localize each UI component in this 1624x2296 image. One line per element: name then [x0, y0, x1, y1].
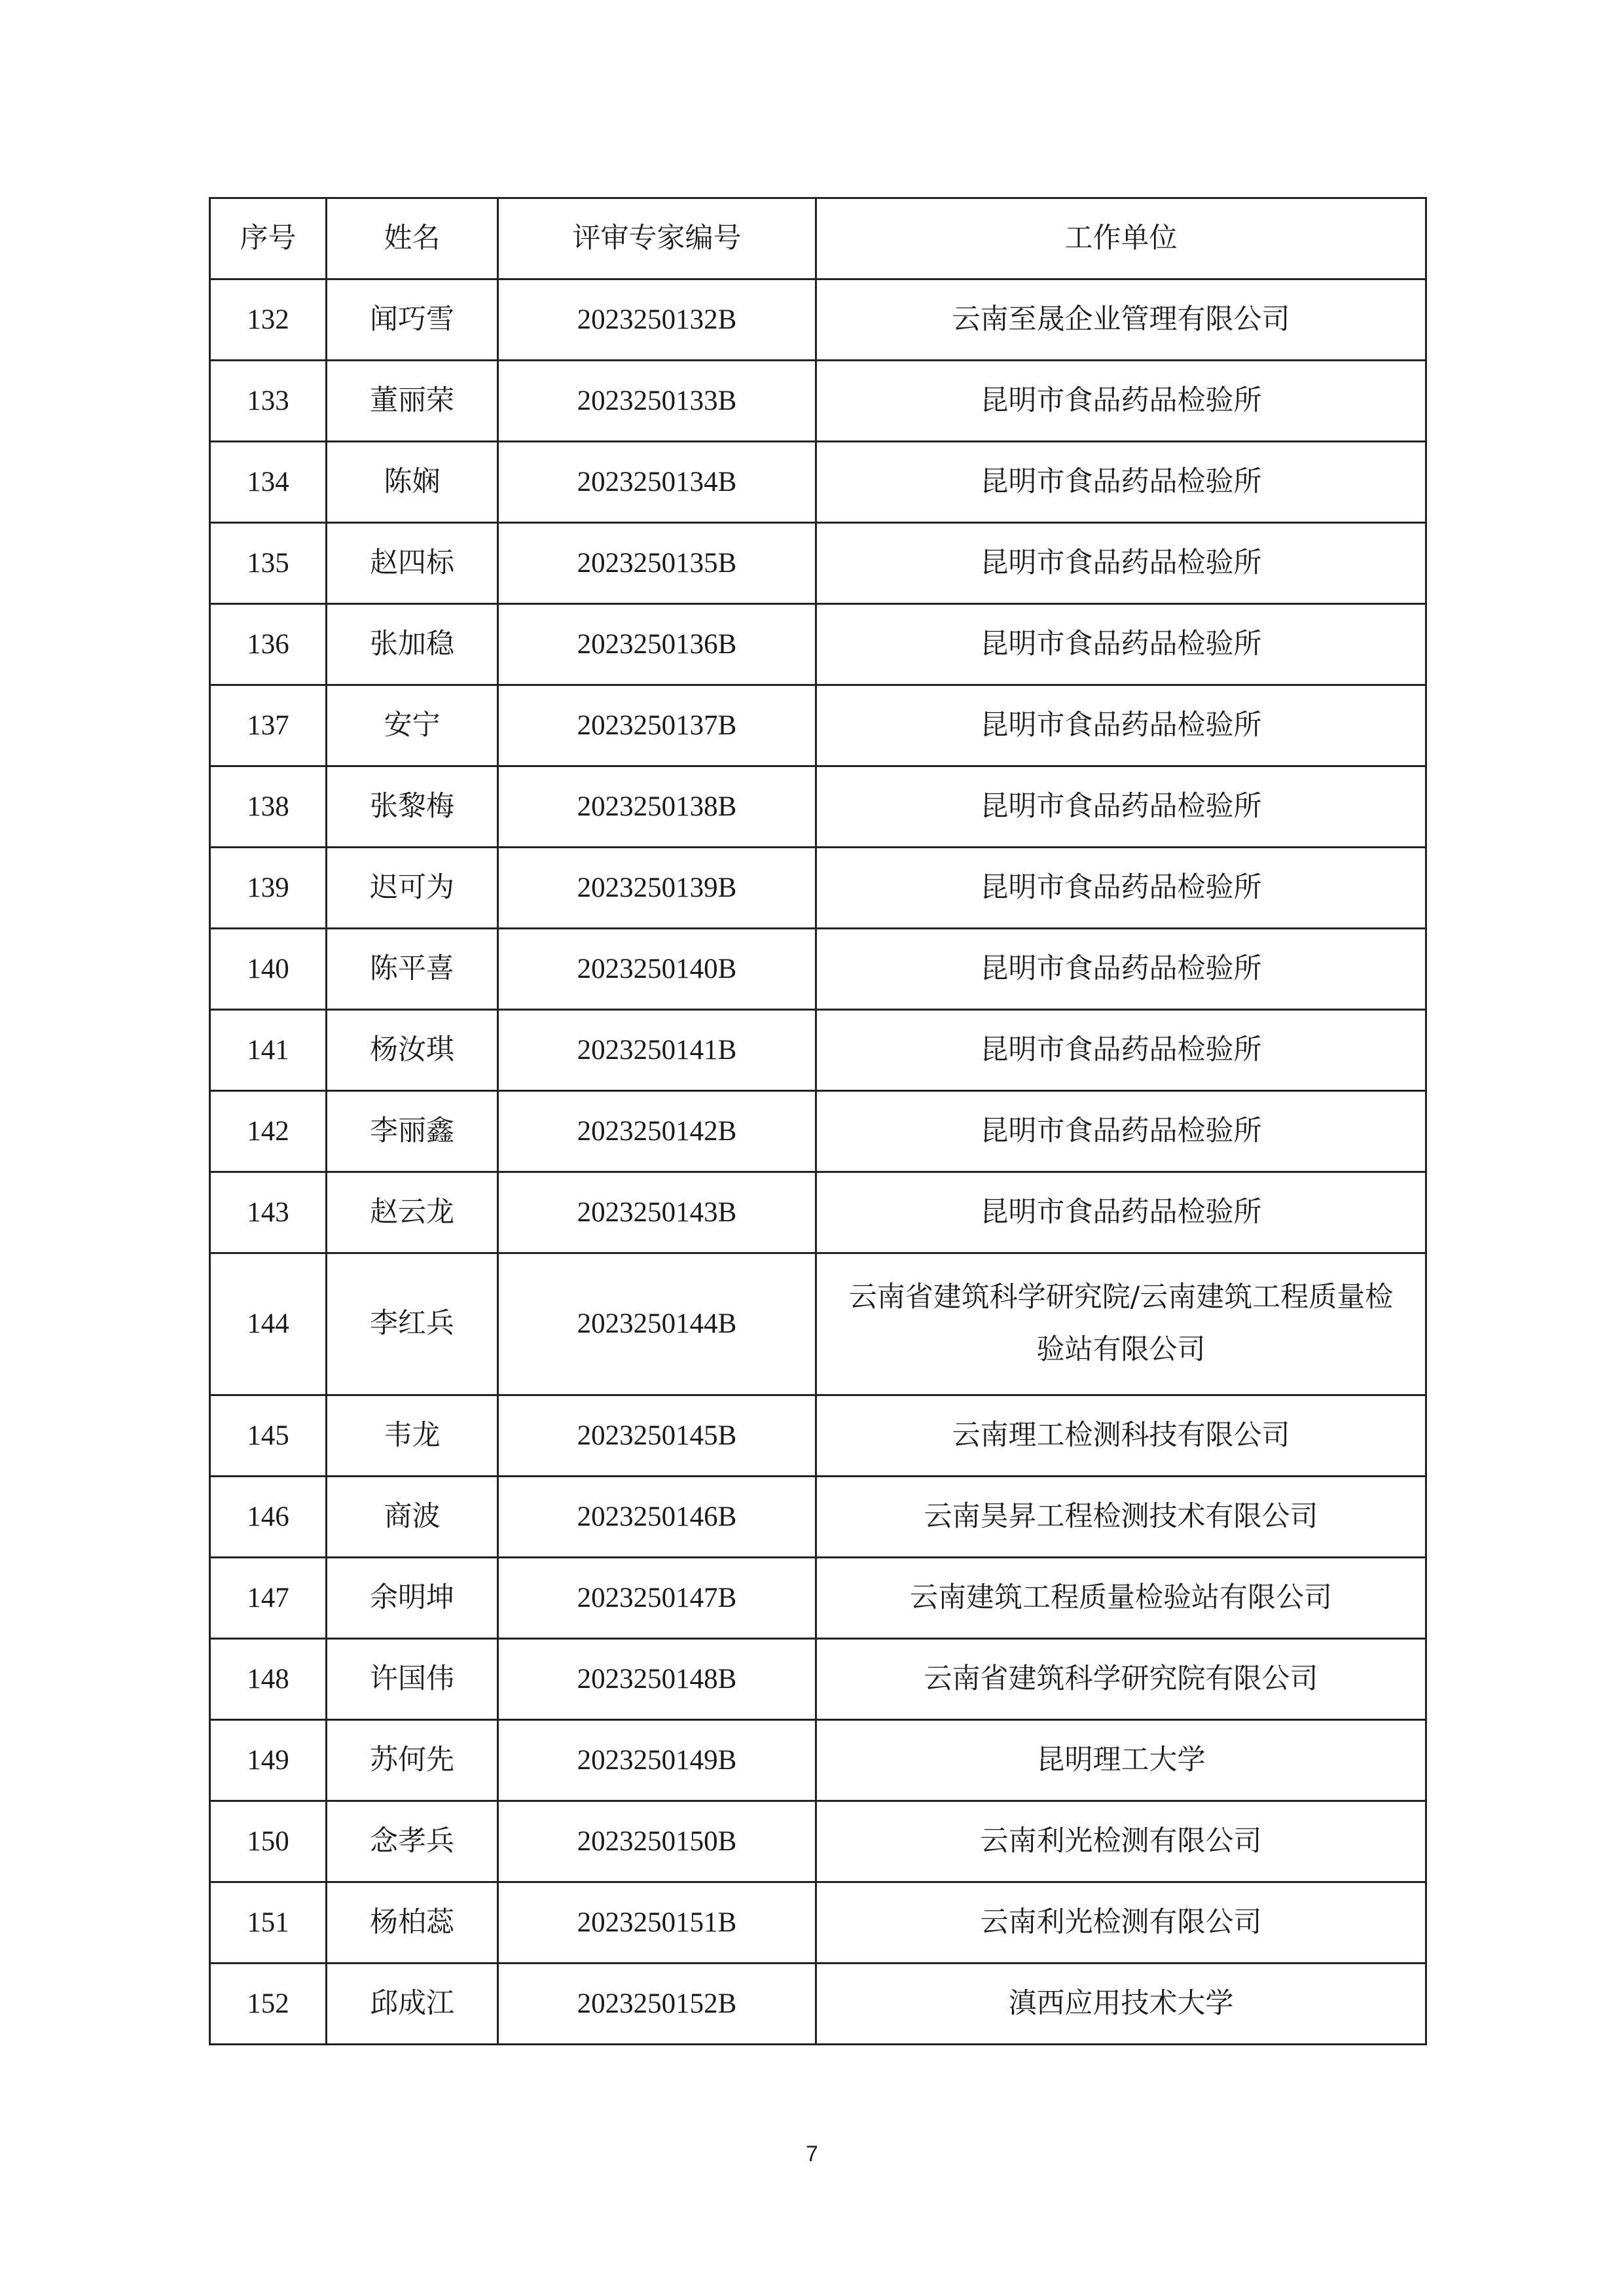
table-row	[210, 1477, 1426, 1558]
cell-name: 苏何先	[327, 1720, 498, 1801]
cell-name: 杨柏蕊	[327, 1882, 498, 1964]
cell-name: 安宁	[327, 685, 498, 766]
cell-name: 念孝兵	[327, 1801, 498, 1882]
cell-unit: 昆明市食品药品检验所	[816, 1172, 1426, 1253]
cell-name: 迟可为	[327, 848, 498, 929]
cell-name: 杨汝琪	[327, 1010, 498, 1091]
cell-seq: 143	[210, 1172, 327, 1253]
cell-code: 2023250147B	[498, 1558, 816, 1639]
cell-seq: 145	[210, 1395, 327, 1477]
cell-code: 2023250133B	[498, 361, 816, 442]
table-row	[210, 1172, 1426, 1253]
cell-unit: 昆明市食品药品检验所	[816, 604, 1426, 685]
cell-code: 2023250136B	[498, 604, 816, 685]
header-seq: 序号	[210, 198, 327, 279]
table-row	[210, 929, 1426, 1010]
cell-code: 2023250149B	[498, 1720, 816, 1801]
cell-seq: 134	[210, 442, 327, 523]
cell-seq: 144	[210, 1253, 327, 1395]
table-row	[210, 279, 1426, 361]
table-header-row	[210, 198, 1426, 279]
cell-unit: 昆明市食品药品检验所	[816, 1091, 1426, 1172]
cell-code: 2023250140B	[498, 929, 816, 1010]
cell-unit: 云南昊昇工程检测技术有限公司	[816, 1477, 1426, 1558]
cell-seq: 142	[210, 1091, 327, 1172]
table-row	[210, 1801, 1426, 1882]
table-row	[210, 685, 1426, 766]
table-row	[210, 1639, 1426, 1720]
cell-name: 韦龙	[327, 1395, 498, 1477]
table-row	[210, 1091, 1426, 1172]
cell-seq: 146	[210, 1477, 327, 1558]
cell-name: 商波	[327, 1477, 498, 1558]
cell-code: 2023250146B	[498, 1477, 816, 1558]
cell-unit: 昆明市食品药品检验所	[816, 929, 1426, 1010]
cell-name: 张加稳	[327, 604, 498, 685]
cell-seq: 141	[210, 1010, 327, 1091]
cell-code: 2023250134B	[498, 442, 816, 523]
cell-code: 2023250135B	[498, 523, 816, 604]
cell-unit: 昆明市食品药品检验所	[816, 523, 1426, 604]
table-body	[210, 279, 1426, 2045]
cell-code: 2023250148B	[498, 1639, 816, 1720]
cell-name: 张黎梅	[327, 766, 498, 848]
cell-unit: 云南省建筑科学研究院有限公司	[816, 1639, 1426, 1720]
cell-name: 余明坤	[327, 1558, 498, 1639]
cell-unit: 昆明理工大学	[816, 1720, 1426, 1801]
cell-unit: 滇西应用技术大学	[816, 1964, 1426, 2045]
cell-unit: 昆明市食品药品检验所	[816, 766, 1426, 848]
cell-unit: 云南省建筑科学研究院/云南建筑工程质量检验站有限公司	[816, 1253, 1426, 1395]
cell-unit: 昆明市食品药品检验所	[816, 361, 1426, 442]
cell-name: 赵云龙	[327, 1172, 498, 1253]
table-row	[210, 361, 1426, 442]
table-row	[210, 1720, 1426, 1801]
table-row	[210, 1253, 1426, 1395]
cell-seq: 140	[210, 929, 327, 1010]
cell-name: 李红兵	[327, 1253, 498, 1395]
table-row	[210, 1882, 1426, 1964]
cell-code: 2023250150B	[498, 1801, 816, 1882]
cell-code: 2023250139B	[498, 848, 816, 929]
cell-unit: 昆明市食品药品检验所	[816, 442, 1426, 523]
table-row	[210, 848, 1426, 929]
page-number: 7	[806, 2142, 818, 2166]
cell-name: 陈娴	[327, 442, 498, 523]
header-name: 姓名	[327, 198, 498, 279]
cell-code: 2023250142B	[498, 1091, 816, 1172]
cell-seq: 138	[210, 766, 327, 848]
cell-name: 陈平喜	[327, 929, 498, 1010]
cell-code: 2023250137B	[498, 685, 816, 766]
cell-seq: 149	[210, 1720, 327, 1801]
cell-code: 2023250152B	[498, 1964, 816, 2045]
cell-unit: 昆明市食品药品检验所	[816, 848, 1426, 929]
cell-seq: 133	[210, 361, 327, 442]
table-row	[210, 1964, 1426, 2045]
cell-seq: 150	[210, 1801, 327, 1882]
table-row	[210, 1558, 1426, 1639]
cell-code: 2023250143B	[498, 1172, 816, 1253]
table-row	[210, 1010, 1426, 1091]
cell-seq: 135	[210, 523, 327, 604]
cell-name: 李丽鑫	[327, 1091, 498, 1172]
cell-unit: 云南至晟企业管理有限公司	[816, 279, 1426, 361]
cell-seq: 152	[210, 1964, 327, 2045]
table-row	[210, 766, 1426, 848]
header-unit: 工作单位	[816, 198, 1426, 279]
cell-unit: 云南建筑工程质量检验站有限公司	[816, 1558, 1426, 1639]
cell-name: 许国伟	[327, 1639, 498, 1720]
cell-unit: 云南利光检测有限公司	[816, 1801, 1426, 1882]
cell-unit: 云南利光检测有限公司	[816, 1882, 1426, 1964]
cell-name: 闻巧雪	[327, 279, 498, 361]
cell-code: 2023250138B	[498, 766, 816, 848]
cell-name: 邱成江	[327, 1964, 498, 2045]
cell-seq: 132	[210, 279, 327, 361]
cell-seq: 139	[210, 848, 327, 929]
table-row	[210, 604, 1426, 685]
header-code: 评审专家编号	[498, 198, 816, 279]
cell-seq: 151	[210, 1882, 327, 1964]
expert-table	[209, 197, 1427, 2045]
cell-unit: 昆明市食品药品检验所	[816, 685, 1426, 766]
cell-seq: 148	[210, 1639, 327, 1720]
cell-name: 赵四标	[327, 523, 498, 604]
cell-code: 2023250132B	[498, 279, 816, 361]
cell-unit: 云南理工检测科技有限公司	[816, 1395, 1426, 1477]
cell-unit: 昆明市食品药品检验所	[816, 1010, 1426, 1091]
table-row	[210, 523, 1426, 604]
cell-seq: 137	[210, 685, 327, 766]
cell-seq: 147	[210, 1558, 327, 1639]
table-row	[210, 1395, 1426, 1477]
cell-code: 2023250145B	[498, 1395, 816, 1477]
cell-name: 董丽荣	[327, 361, 498, 442]
cell-code: 2023250141B	[498, 1010, 816, 1091]
table-row	[210, 442, 1426, 523]
cell-code: 2023250151B	[498, 1882, 816, 1964]
cell-seq: 136	[210, 604, 327, 685]
cell-code: 2023250144B	[498, 1253, 816, 1395]
